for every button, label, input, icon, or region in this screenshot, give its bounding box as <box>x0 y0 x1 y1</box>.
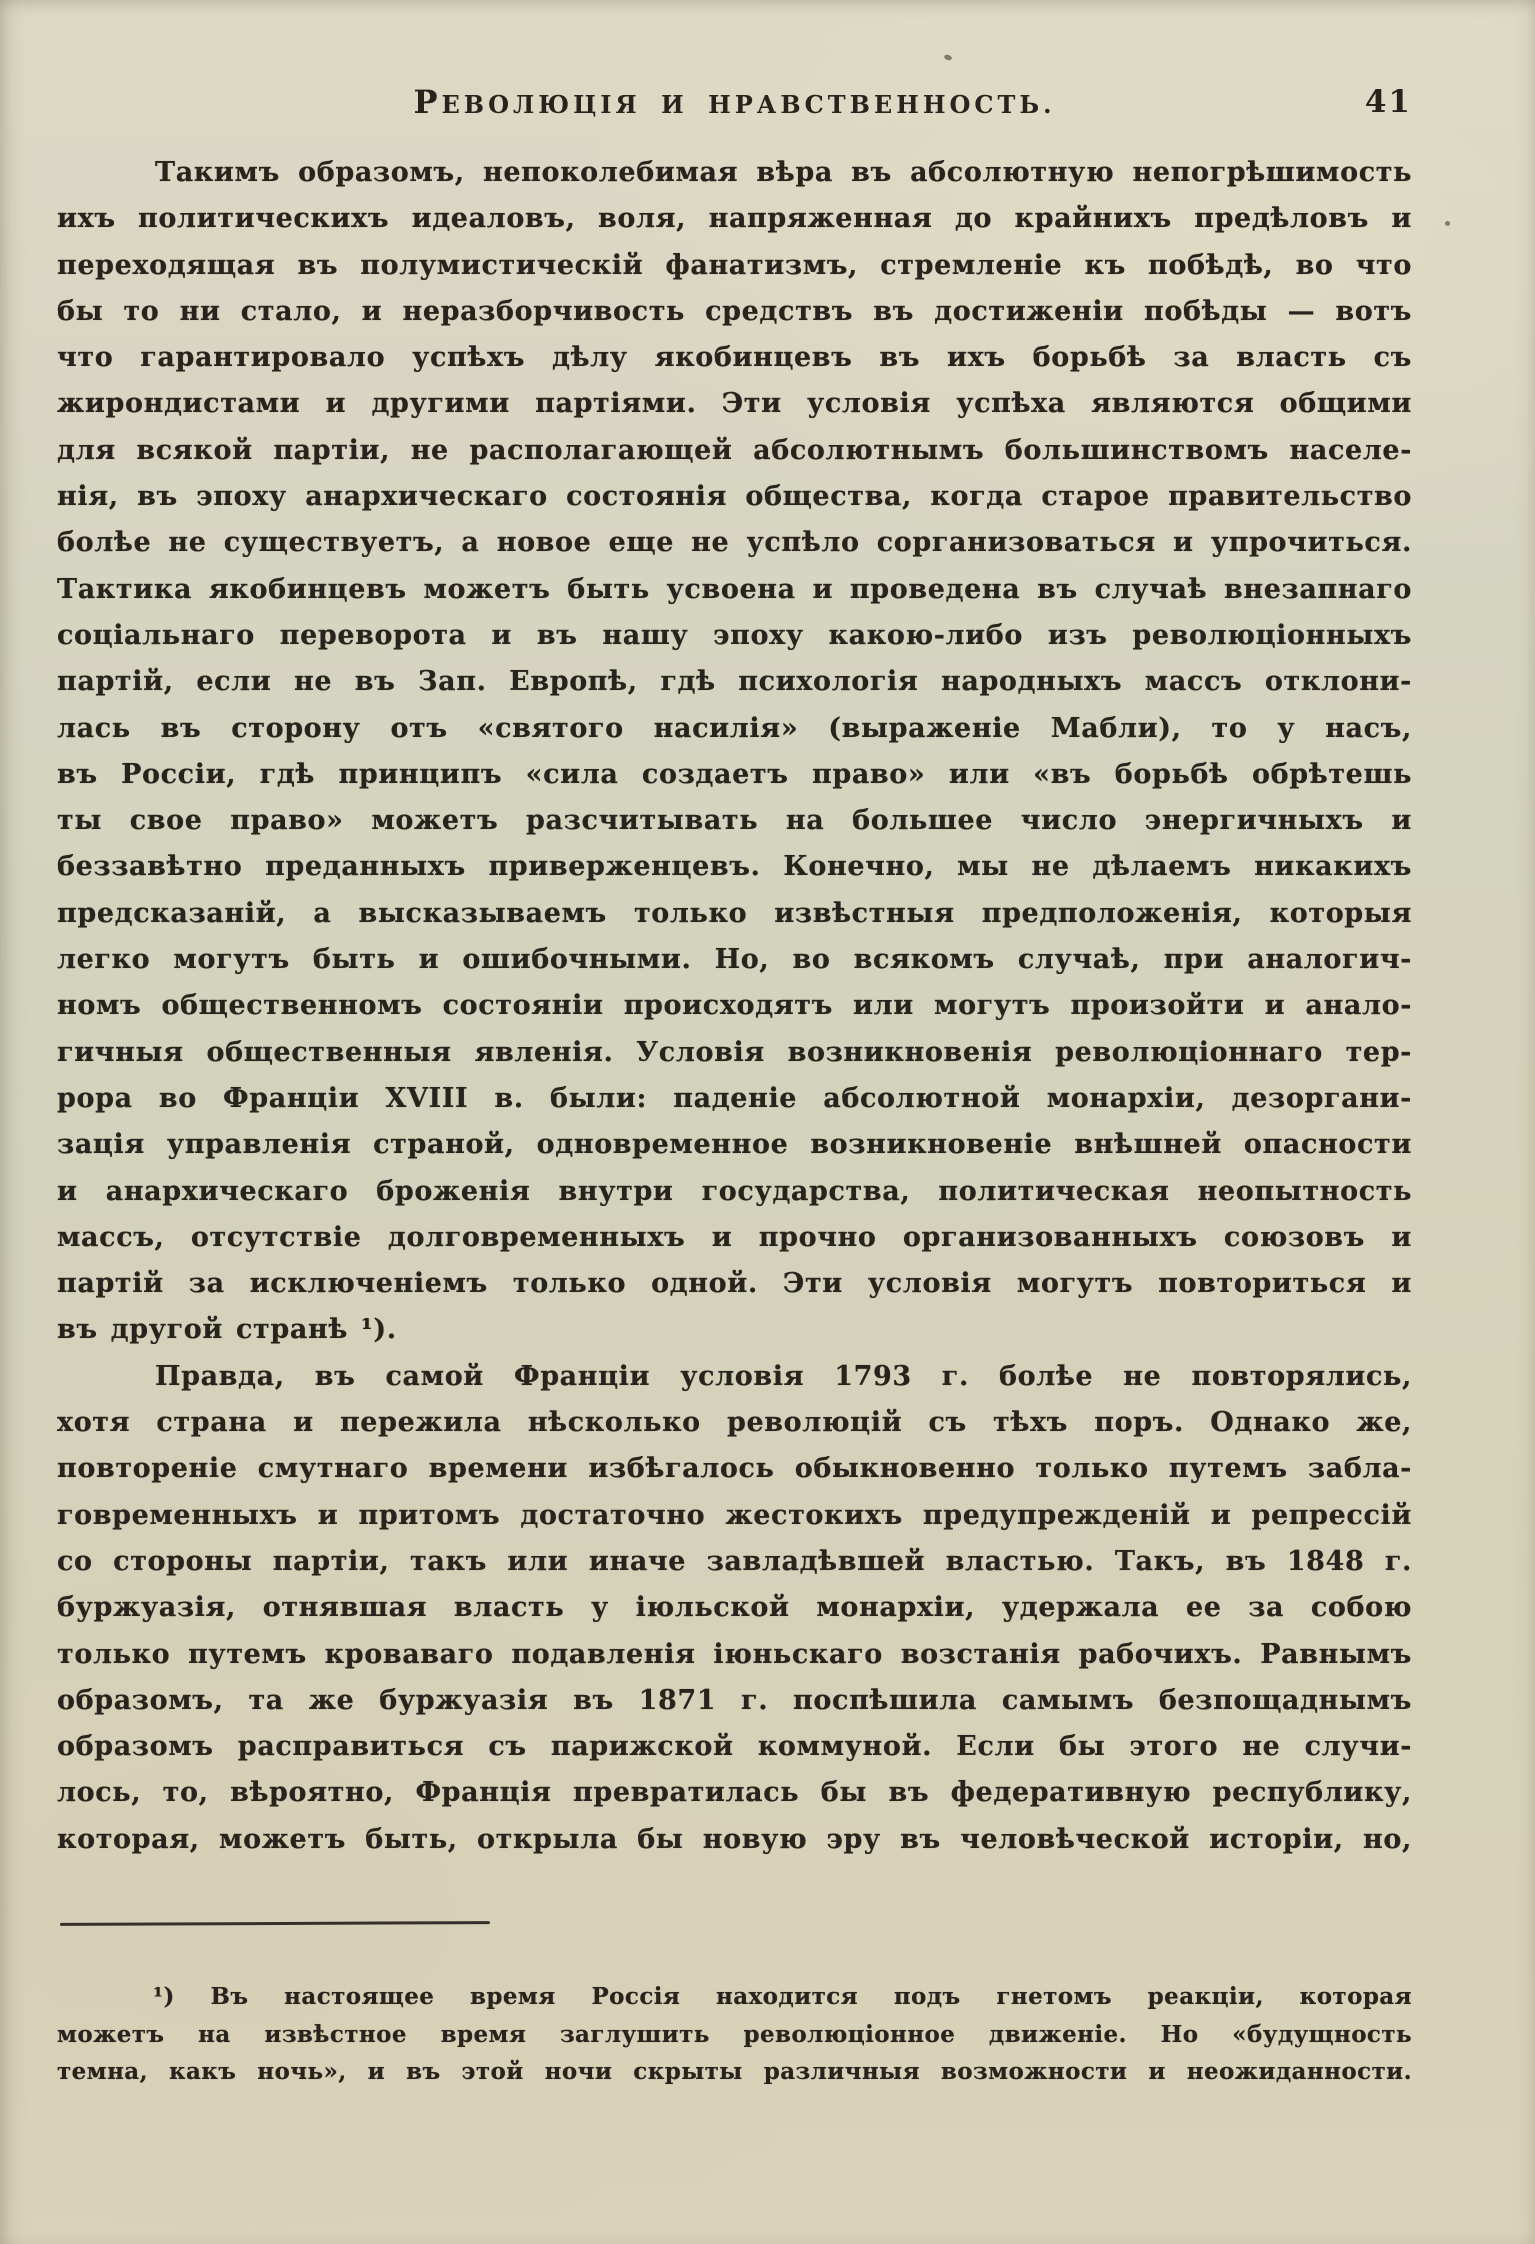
text-line: номъ общественномъ состояніи происходятъ или могутъ произойти и анало- <box>57 990 1412 1022</box>
paragraph-1 <box>57 150 1412 1354</box>
text-line: Правда, въ самой Франціи условія 1793 г. болѣе не повторялись, <box>155 1360 1412 1392</box>
text-line: легко могутъ быть и ошибочными. Но, во всякомъ случаѣ, при аналогич- <box>57 944 1412 976</box>
text-line: Такимъ образомъ, непоколебимая вѣра въ абсолютную непогрѣшимость <box>155 157 1412 188</box>
text-line: что гарантировало успѣхъ дѣлу якобинцевъ въ ихъ борьбѣ за власть съ <box>57 342 1412 374</box>
running-head <box>57 78 1412 126</box>
text-line: беззавѣтно преданныхъ приверженцевъ. Конечно, мы не дѣлаемъ никакихъ <box>57 851 1412 883</box>
text-line: переходящая въ полумистическій фанатизмъ, стремленіе къ побѣдѣ, во что <box>57 249 1412 281</box>
text-line: Тактика якобинцевъ можетъ быть усвоена и проведена въ случаѣ внезапнаго <box>57 573 1412 605</box>
ink-speck <box>1445 221 1450 226</box>
text-line: лась въ сторону отъ «святого насилія» (выраженіе Мабли), то у насъ, <box>57 712 1412 744</box>
text-line: буржуазія, отнявшая власть у іюльской монархіи, удержала ее за собою <box>57 1592 1412 1624</box>
paragraph-2 <box>57 1354 1412 1863</box>
footnote <box>57 1978 1412 2091</box>
footnote-separator <box>60 1921 490 1926</box>
text-line: темна, какъ ночь», и въ этой ночи скрыты различныя возможности и неожиданности. <box>57 2058 1412 2085</box>
text-line: жирондистами и другими партіями. Эти условія успѣха являются общими <box>57 388 1412 420</box>
text-line: партій за исключеніемъ только одной. Эти условія могутъ повториться и <box>57 1268 1412 1300</box>
text-line: массъ, отсутствіе долговременныхъ и прочно организованныхъ союзовъ и <box>57 1221 1412 1253</box>
text-line: лось, то, вѣроятно, Франція превратилась бы въ федеративную республику, <box>57 1777 1412 1809</box>
text-line: хотя страна и пережила нѣсколько революцій съ тѣхъ поръ. Однако же, <box>57 1407 1412 1439</box>
text-line: въ другой странѣ ¹). <box>57 1314 397 1346</box>
page-number: 41 <box>1364 84 1412 120</box>
text-line: и анархическаго броженія внутри государства, политическая неопытность <box>57 1175 1412 1207</box>
text-line: партій, если не въ Зап. Европѣ, гдѣ психологія народныхъ массъ отклони- <box>57 666 1412 698</box>
text-line: говременныхъ и притомъ достаточно жестокихъ предупрежденій и репрессій <box>57 1499 1412 1531</box>
text-line: бы то ни стало, и неразборчивость средствъ въ достиженіи побѣды — вотъ <box>57 295 1412 327</box>
text-line: можетъ на извѣстное время заглушить революціонное движеніе. Но «будущность <box>57 2020 1412 2048</box>
text-line: болѣе не существуетъ, а новое еще не успѣло сорганизоваться и упрочиться. <box>57 527 1412 559</box>
text-line: только путемъ кроваваго подавленія іюньскаго возстанія рабочихъ. Равнымъ <box>57 1638 1412 1670</box>
ink-speck <box>943 54 952 61</box>
text-line: нія, въ эпоху анархическаго состоянія общества, когда старое правительство <box>57 481 1412 513</box>
text-line: соціальнаго переворота и въ нашу эпоху какою-либо изъ революціонныхъ <box>57 619 1412 651</box>
text-line: ты свое право» можетъ разсчитывать на большее число энергичныхъ и <box>57 805 1412 837</box>
body-text <box>57 150 1412 1863</box>
text-line: образомъ расправиться съ парижской коммуной. Если бы этого не случи- <box>57 1731 1412 1763</box>
text-line: образомъ, та же буржуазія въ 1871 г. поспѣшила самымъ безпощаднымъ <box>57 1684 1412 1716</box>
text-line: въ Россіи, гдѣ принципъ «сила создаетъ право» или «въ борьбѣ обрѣтешь <box>57 758 1412 790</box>
page-title: РЕВОЛЮЦІЯ И НРАВСТВЕННОСТЬ. <box>413 83 1056 121</box>
text-line: рора во Франціи XVIII в. были: паденіе абсолютной монархіи, дезоргани- <box>57 1082 1412 1114</box>
text-line: ихъ политическихъ идеаловъ, воля, напряженная до крайнихъ предѣловъ и <box>57 203 1412 235</box>
text-line: повтореніе смутнаго времени избѣгалось обыкновенно только путемъ забла- <box>57 1453 1412 1485</box>
text-line: предсказаній, а высказываемъ только извѣстныя предположенія, которыя <box>57 897 1412 929</box>
text-line: зація управленія страной, одновременное возникновеніе внѣшней опасности <box>57 1129 1412 1161</box>
text-line: которая, можетъ быть, открыла бы новую эру въ человѣческой исторіи, но, <box>57 1823 1412 1855</box>
text-line: ¹) Въ настоящее время Россія находится подъ гнетомъ реакціи, которая <box>153 1983 1412 2010</box>
text-line: гичныя общественныя явленія. Условія возникновенія революціоннаго тер- <box>57 1036 1412 1068</box>
text-line: для всякой партіи, не располагающей абсолютнымъ большинствомъ населе- <box>57 434 1412 466</box>
text-line: со стороны партіи, такъ или иначе завладѣвшей властью. Такъ, въ 1848 г. <box>57 1545 1412 1577</box>
